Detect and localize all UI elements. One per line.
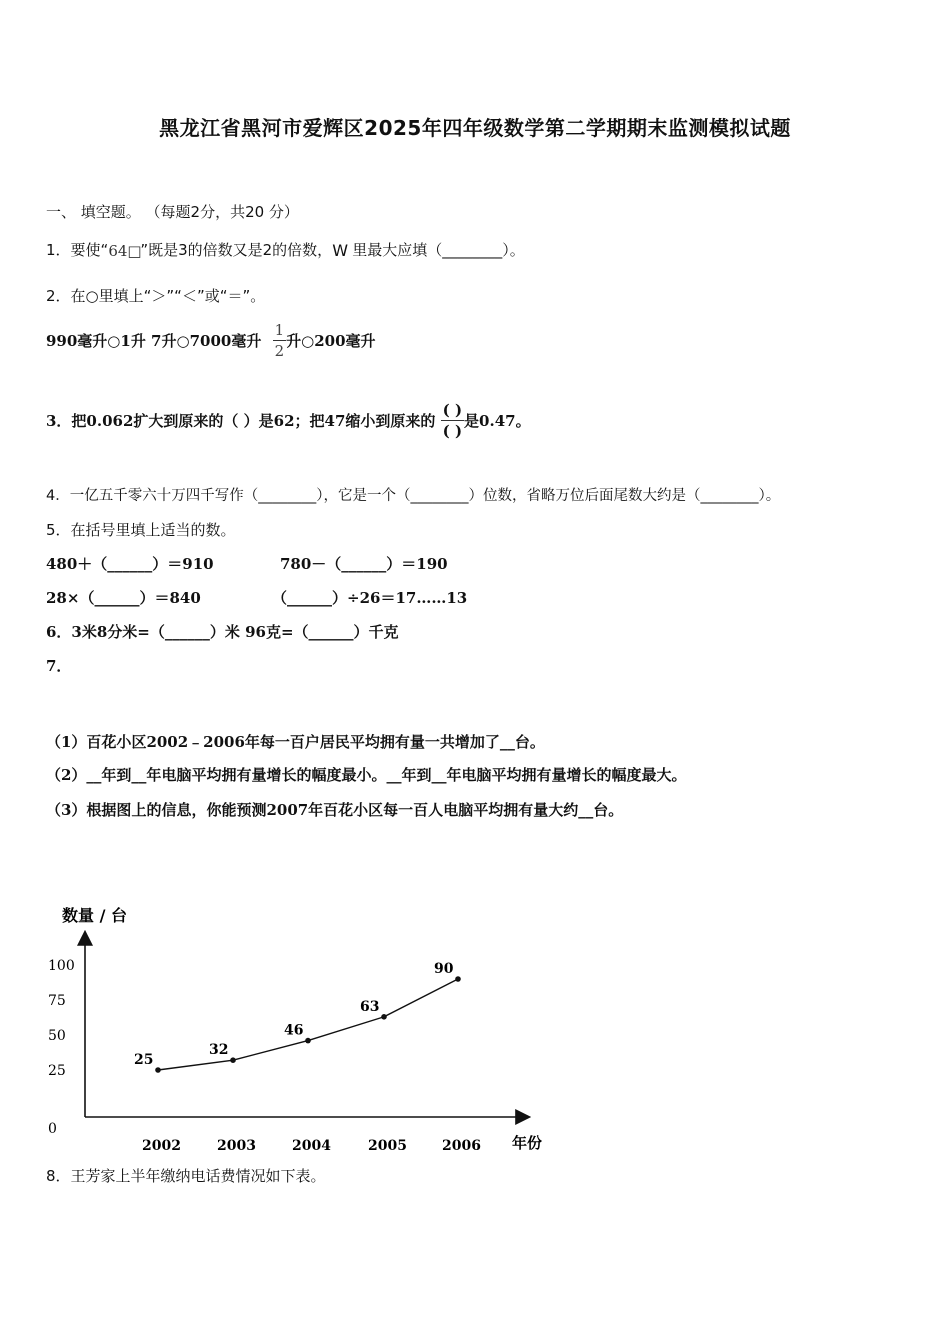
data-label: 32 — [209, 1042, 229, 1059]
question-4: 4．一亿五千零六十万四千写作（________），它是一个（________）位数，省略万位后面尾数大约是（________）。 — [46, 488, 781, 504]
question-3 — [46, 400, 531, 441]
x-tick-label: 2005 — [368, 1138, 407, 1154]
q7-sub1: （1）百花小区2002﹣2006年每一百户居民平均拥有量一共增加了__台。 — [46, 733, 545, 751]
q1-post: ”既是3的倍数又是2的倍数， — [140, 241, 333, 259]
q2-part1: 990毫升○1升 7升○7000毫升 — [46, 331, 262, 350]
data-point — [155, 1067, 161, 1073]
q3-frac-den: ( ) — [442, 422, 463, 440]
q3-frac-num: ( ) — [442, 401, 463, 419]
x-tick-label: 2002 — [142, 1138, 181, 1154]
y-tick-label: 25 — [48, 1063, 66, 1079]
q1-pre: 1．要使“ — [46, 241, 109, 259]
x-tick-label: 2006 — [442, 1138, 481, 1154]
question-7-label: 7． — [46, 657, 72, 675]
q2-frac-num: 1 — [274, 321, 285, 339]
q5-c: 28×（______）＝840 — [46, 589, 201, 607]
y-tick-label: 50 — [48, 1028, 66, 1044]
x-tick-label: 2003 — [217, 1138, 256, 1154]
data-point — [455, 976, 461, 982]
line-chart — [40, 895, 580, 1165]
data-label: 46 — [284, 1022, 304, 1039]
q3-pre: 3．把0.062扩大到原来的（ ）是62；把47缩小到原来的 — [46, 411, 436, 430]
question-5: 5．在括号里填上适当的数。 — [46, 521, 236, 539]
q7-sub2: （2）__年到__年电脑平均拥有量增长的幅度最小。__年到__年电脑平均拥有量增长的幅度最大。 — [46, 766, 687, 784]
data-point — [230, 1057, 236, 1063]
q2-fraction — [273, 320, 287, 361]
data-label: 63 — [360, 998, 380, 1015]
q2-frac-den: 2 — [274, 342, 285, 360]
question-2-items — [46, 320, 376, 361]
data-point — [305, 1038, 311, 1044]
series-line — [158, 979, 458, 1070]
x-axis-title: 年份 — [512, 1134, 543, 1152]
q7-sub3: （3）根据图上的信息，你能预测2007年百花小区每一百人电脑平均拥有量大约__台。 — [46, 801, 624, 819]
q5-a: 480＋（______）＝910 — [46, 555, 214, 573]
question-6: 6．3米8分米=（______）米 96克=（______）千克 — [46, 623, 399, 641]
y-tick-label: 0 — [48, 1121, 57, 1137]
y-tick-label: 100 — [48, 958, 75, 974]
q3-post: 是0.47。 — [464, 411, 531, 430]
q1-end: 里最大应填（________）。 — [352, 241, 525, 259]
q2-part2: 升○200毫升 — [286, 331, 376, 350]
page-title: 黑龙江省黑河市爱辉区2025年四年级数学第二学期期末监测模拟试题 — [159, 116, 791, 140]
q3-fraction — [441, 400, 464, 441]
question-1 — [46, 240, 525, 260]
q1-symbol: W — [332, 241, 349, 260]
question-2: 2．在○里填上“＞”“＜”或“＝”。 — [46, 287, 266, 305]
q1-number: 64□ — [108, 242, 142, 260]
y-axis-title: 数量 / 台 — [62, 906, 127, 925]
section-heading: 一、 填空题。 （每题2分，共20 分） — [46, 203, 299, 221]
q5-d: （______）÷26＝17……13 — [272, 589, 468, 607]
question-8: 8．王芳家上半年缴纳电话费情况如下表。 — [46, 1167, 326, 1185]
data-label: 90 — [434, 961, 454, 977]
x-tick-label: 2004 — [292, 1138, 331, 1154]
y-tick-label: 75 — [48, 993, 66, 1009]
data-label: 25 — [134, 1052, 154, 1068]
data-point — [381, 1014, 387, 1020]
q5-b: 780－（______）＝190 — [280, 555, 448, 573]
